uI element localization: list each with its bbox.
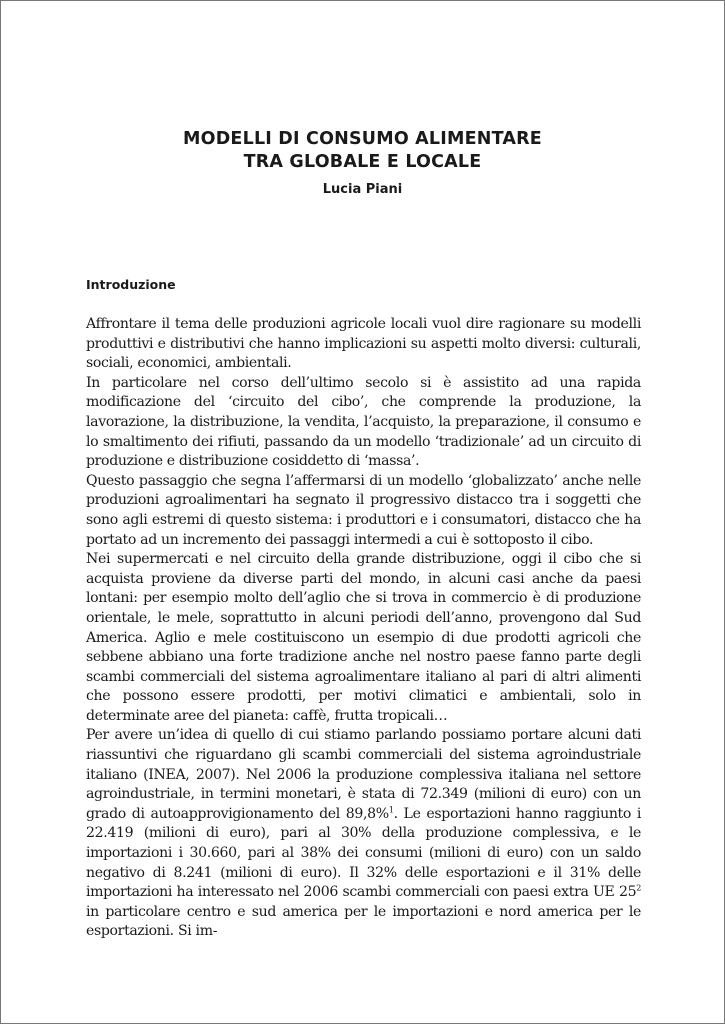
paragraph-5-part-1: Per avere un’idea di quello di cui stiamo parlando possiamo portare alcuni dati riassuntivi che riguardano gli scambi commerciali del sistema agroindustriale italiano (INEA, 2007). Nel 2006 la produzione complessiva italiana nel settore agroindustriale, in termini monetari, è stata di 72.349 (milioni di euro) con un grado di autoapprovigionamento del 89,8%	[86, 727, 641, 822]
footnote-ref-1: 1	[388, 805, 394, 815]
paragraph-3: Questo passaggio che segna l’affermarsi di un modello ‘globalizzato’ anche nelle produzioni agroalimentari ha segnato il progressivo distacco tra i soggetti che sono agli estremi di questo sistema: i produttori e i consumatori, distacco che ha portato ad un incremento dei passaggi intermedi a cui è sottoposto il cibo.	[86, 472, 641, 548]
title-block	[0, 128, 725, 199]
paragraph-5-part-3: in particolare centro e sud america per le importazioni e nord america per le esportazioni. Si im-	[86, 903, 641, 940]
paragraph-2: In particolare nel corso dell’ultimo secolo si è assistito ad una rapida modificazione del ‘circuito del cibo’, che comprende la produzione, la lavorazione, la distribuzione, la vendita, l’acquisto, la preparazione, il consumo e lo smaltimento dei rifiuti, passando da un modello ‘tradizionale’ ad un circuito di produzione e distribuzione cosiddetto di ‘massa’.	[86, 374, 641, 470]
document-title-line-2: TRA GLOBALE E LOCALE	[243, 152, 482, 172]
author-name: Lucia Piani	[322, 182, 403, 197]
paragraph-4: Nei supermercati e nel circuito della grande distribuzione, oggi il cibo che si acquista proviene da diverse parti del mondo, in alcuni casi anche da paesi lontani: per esempio molto dell’aglio che si trova in commercio è di produzione orientale, le mele, soprattutto in alcuni periodi dell’anno, provengono dal Sud America. Aglio e mele costituiscono un esempio di due prodotti agricoli che sebbene abbiano una forte tradizione anche nel nostro paese fanno parte degli scambi commerciali del sistema agroalimentare italiano al pari di altri alimenti che possono essere prodotti, per motivi climatici e ambientali, solo in determinate aree del pianeta: caffè, frutta tropicali…	[86, 551, 641, 724]
document-title-line-1: MODELLI DI CONSUMO ALIMENTARE	[183, 129, 542, 149]
paragraph-5-part-2: . Le esportazioni hanno raggiunto i 22.419 (milioni di euro), pari al 30% della produzione complessiva, e le importazioni i 30.660, pari al 38% dei consumi (milioni di euro) con un saldo negativo di 8.241 (milioni di euro). Il 32% delle esportazioni e il 31% delle importazioni ha interessato nel 2006 scambi commerciali con paesi extra UE 25	[86, 805, 641, 901]
paragraph-5	[86, 726, 641, 942]
body-text	[86, 315, 641, 942]
footnote-ref-2: 2	[636, 883, 641, 893]
paragraph-1: Affrontare il tema delle produzioni agricole locali vuol dire ragionare su modelli produttivi e distributivi che hanno implicazioni su aspetti molto diversi: culturali, sociali, economici, ambientali.	[86, 316, 641, 372]
section-heading: Introduzione	[86, 277, 176, 292]
